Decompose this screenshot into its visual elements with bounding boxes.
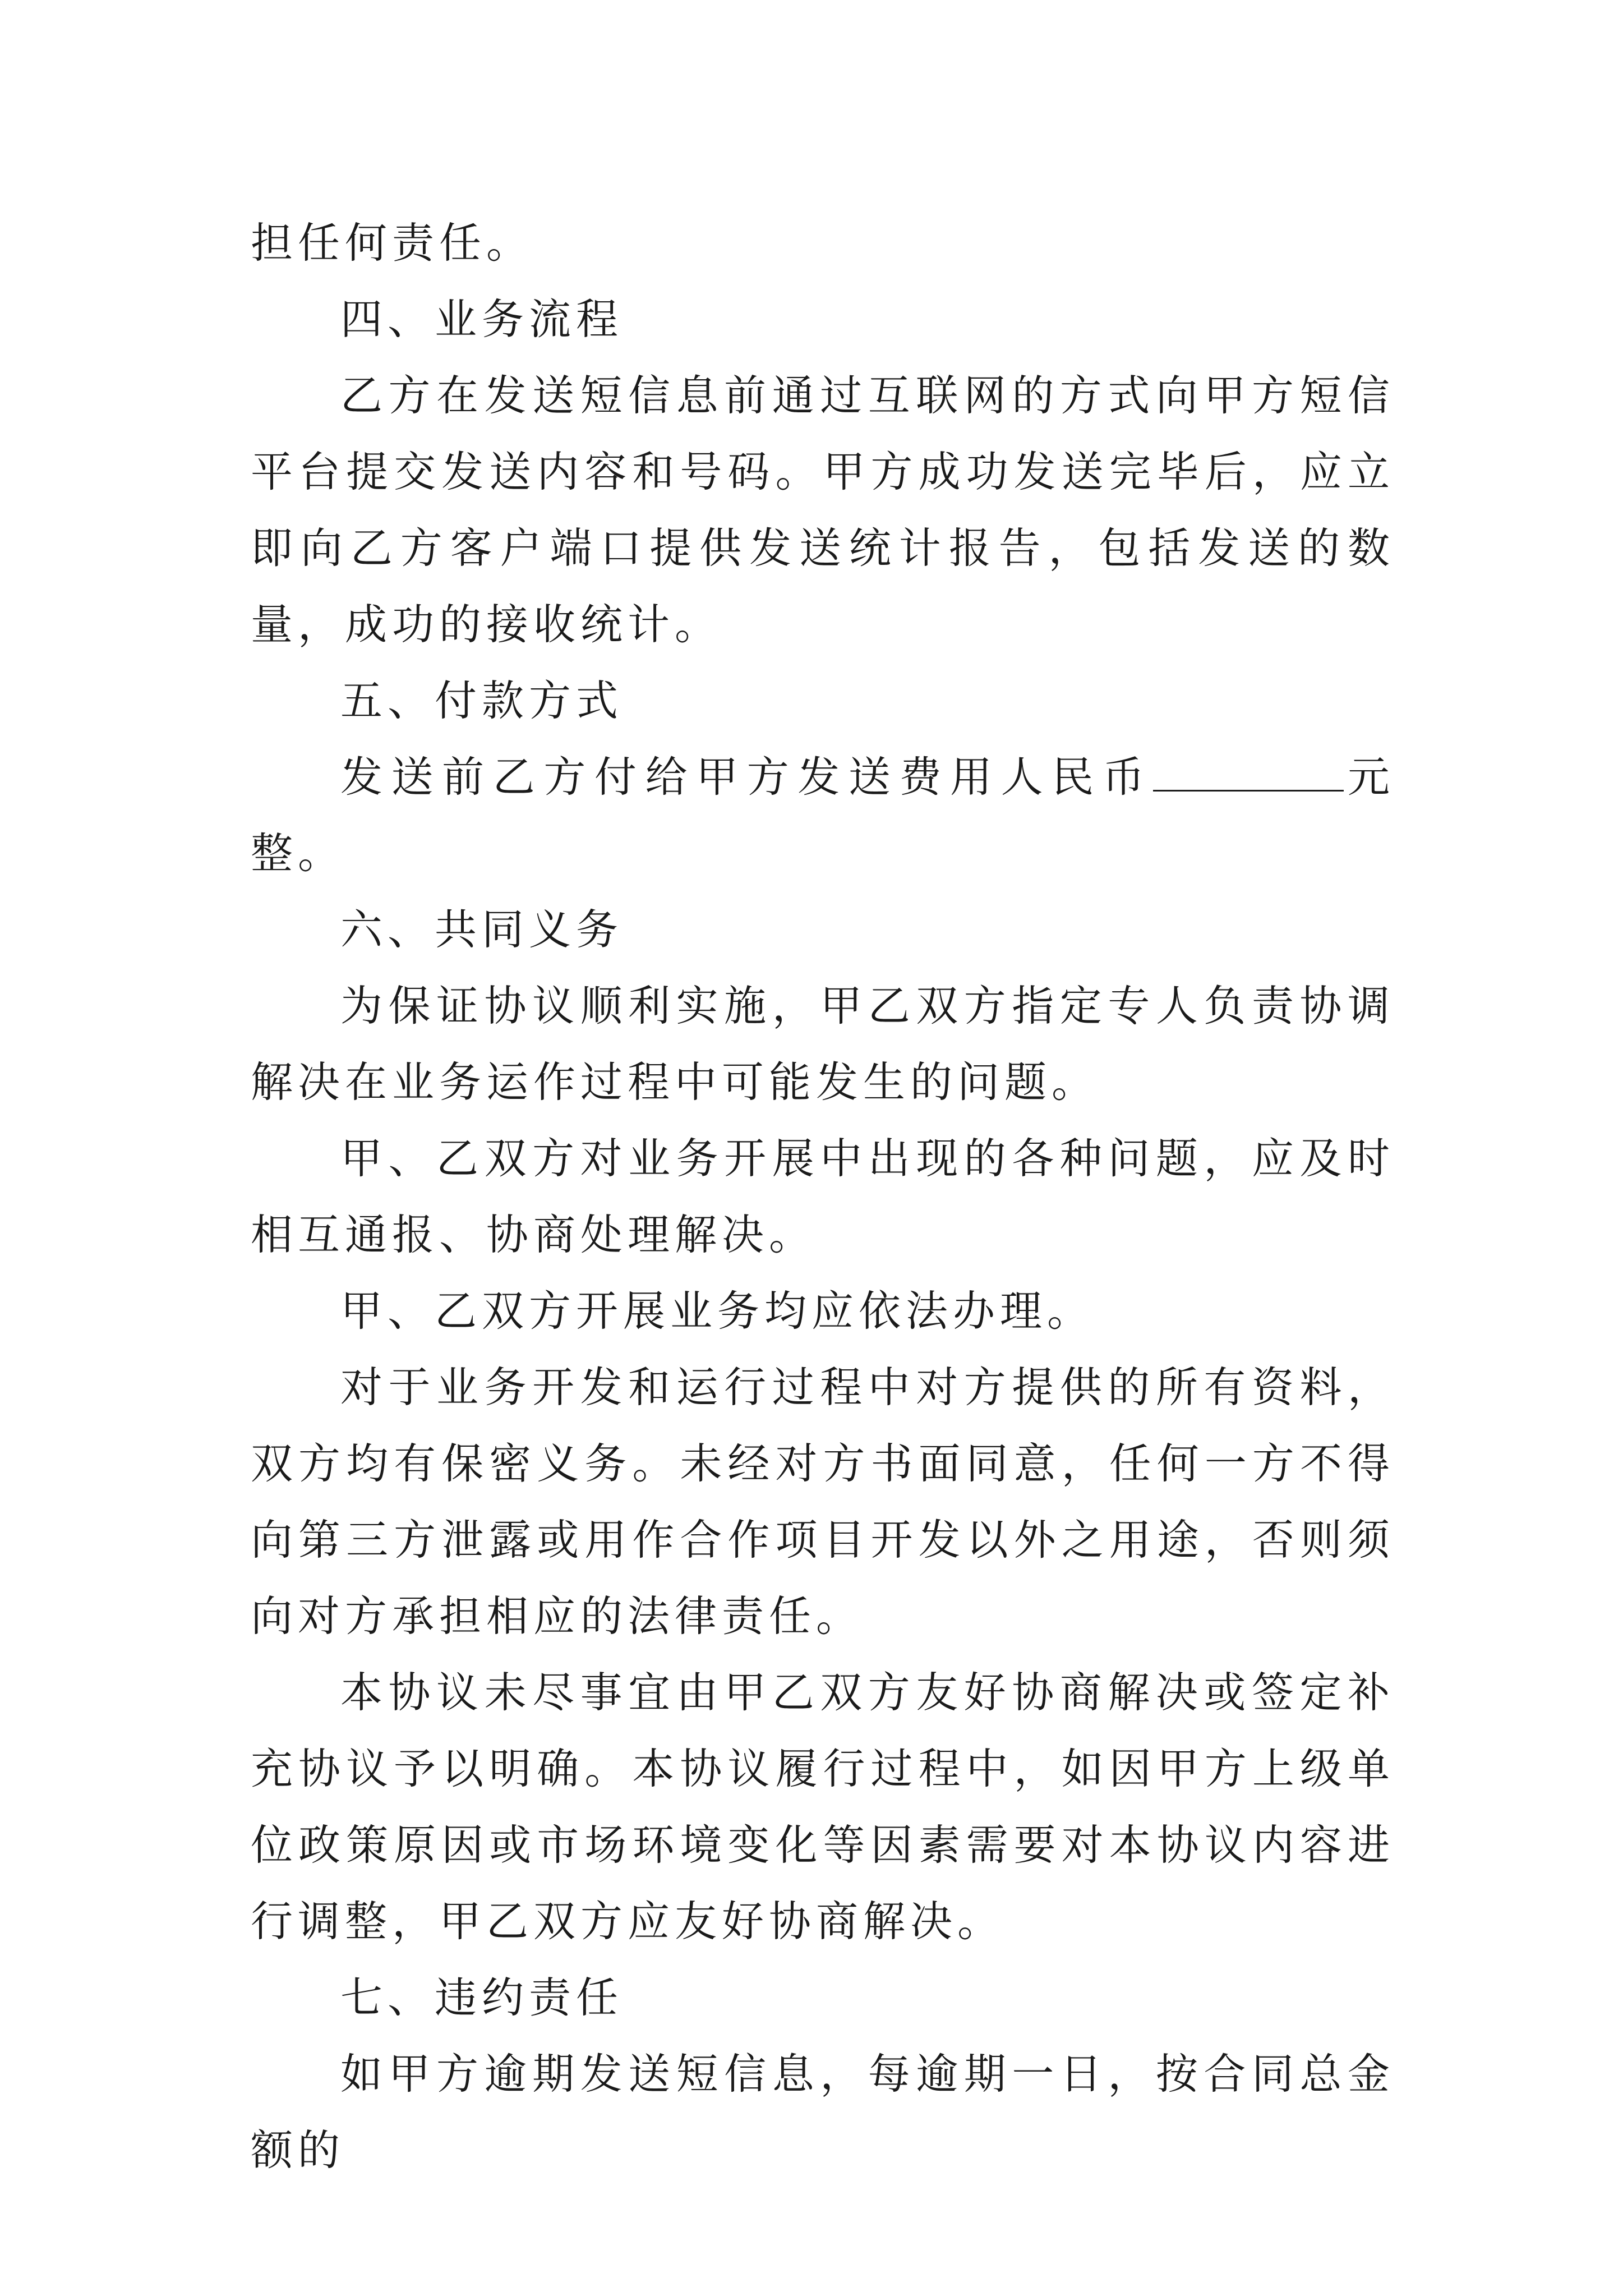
section-heading-common-obligations: 六、共同义务 <box>340 905 624 954</box>
document-body <box>251 205 1395 2188</box>
paragraph-confidentiality: 对于业务开发和运行过程中对方提供的所有资料，双方均有保密义务。未经对方书面同意，任何一方不得向第三方泄露或用作合作项目开发以外之用途，否则须向对方承担相应的法律责任。 <box>251 1363 1395 1641</box>
paragraph-business-process: 乙方在发送短信息前通过互联网的方式向甲方短信平台提交发送内容和号码。甲方成功发送完毕后，应立即向乙方客户端口提供发送统计报告，包括发送的数量，成功的接收统计。 <box>251 371 1395 649</box>
paragraph-supplementary: 本协议未尽事宜由甲乙双方友好协商解决或签定补充协议予以明确。本协议履行过程中，如因甲方上级单位政策原因或市场环境变化等因素需要对本协议内容进行调整，甲乙双方应友好协商解决。 <box>251 1668 1395 1946</box>
section-heading-liability: 七、违约责任 <box>340 1973 624 2022</box>
paragraph-liability: 如甲方逾期发送短信息，每逾期一日，按合同总金额的 <box>251 2049 1395 2175</box>
payment-text-before: 发送前乙方付给甲方发送费用人民币 <box>340 752 1154 802</box>
paragraph-continuation: 担任何责任。 <box>251 218 534 268</box>
amount-blank-line <box>1153 751 1344 792</box>
paragraph-obligation-3: 甲、乙双方开展业务均应依法办理。 <box>340 1286 1095 1336</box>
payment-text-after: 元整。 <box>251 752 1395 878</box>
section-heading-payment-method: 五、付款方式 <box>340 676 624 725</box>
paragraph-payment <box>251 739 1395 891</box>
paragraph-obligation-2: 甲、乙双方对业务开展中出现的各种问题，应及时相互通报、协商处理解决。 <box>251 1134 1395 1259</box>
section-heading-business-process: 四、业务流程 <box>340 295 624 344</box>
paragraph-obligation-1: 为保证协议顺利实施，甲乙双方指定专人负责协调解决在业务运作过程中可能发生的问题。 <box>251 981 1395 1107</box>
